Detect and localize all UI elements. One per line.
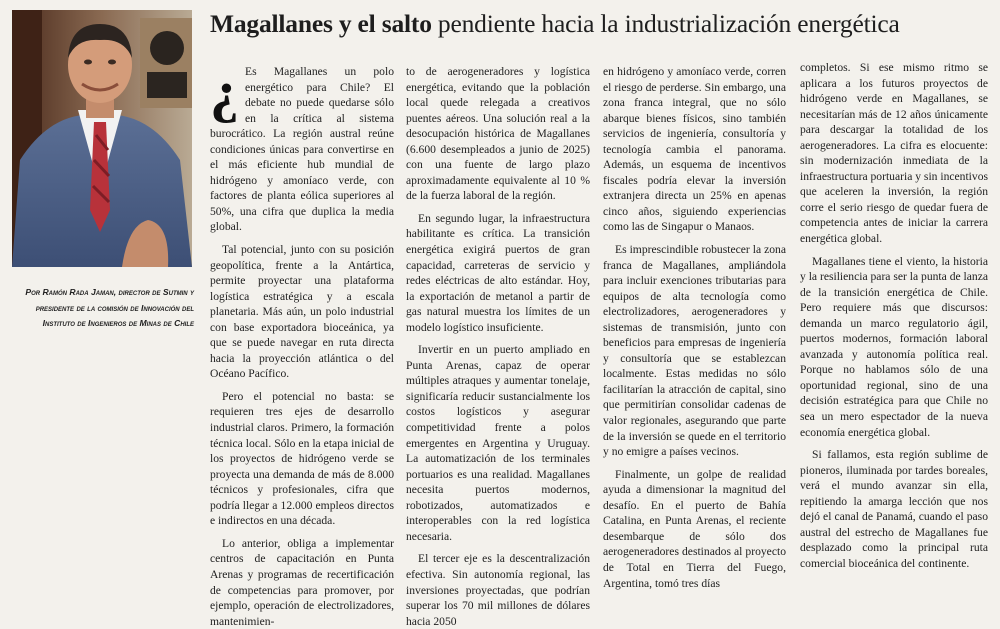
paragraph: Si fallamos, esta región sublime de pioneros, iluminada por tardes boreales, verá el mundo avanzar sin ella, repitiendo la amarga lección que nos dejó el canal de Panamá, cuando el paso austral del estrecho de Magallanes fue desplazado como la principal ruta comercial bioceánica del continente.	[800, 448, 988, 570]
headline-rest: pendiente hacia la industrialización energética	[431, 9, 900, 38]
paragraph: to de aerogeneradores y logística energética, evitando que la población local quede relegada a creativos puentes aéreos. Una solución real a la desocupación histórica de Magallanes (6.600 desempleados a junio de 2025) con una fuente de largo plazo aproximadamente equivalente al 10 % de la fuerza laboral de la región.	[406, 65, 590, 203]
byline-author: Por Ramón Rada Jaman,	[25, 287, 117, 297]
author-portrait-image	[12, 10, 192, 267]
article-column-1	[210, 59, 394, 628]
headline-bold: Magallanes y el salto	[210, 9, 432, 38]
paragraph-text: Es Magallanes un polo energético para Chile? El debate no puede quedarse sólo en la crítica al sistema burocrático. La región austral reúne condiciones únicas para convertirse en el más eficiente hub mundial de hidrógeno y amoníaco verde, con factores de planta eólica superiores al 50%, una cifra que duplica la media global.	[210, 65, 394, 234]
drop-cap: ¿	[210, 59, 239, 124]
article-column-3	[603, 64, 786, 612]
paragraph: El tercer eje es la descentralización efectiva. Sin autonomía regional, las inversiones proyectadas, que podrían superar los 70 mil millones de dólares hacia 2050	[406, 552, 590, 628]
paragraph: Pero el potencial no basta: se requieren tres ejes de desarrollo industrial claros. Primero, la formación técnica local. Sólo en la etapa inicial de los proyectos de hidrógeno verde se proyecta una demanda de más de 8.000 técnicos y profesionales, cifra que podría llegar a 12.000 empleos directos e indirectos en una década.	[210, 389, 394, 528]
paragraph: Finalmente, un golpe de realidad ayuda a dimensionar la magnitud del desafío. En el puerto de Bahía Catalina, en Punta Arenas, el reciente desembarque de sólo dos aerogeneradores destinados al proyecto de Total en Tierra del Fuego, Argentina, tomó tres días	[603, 467, 786, 590]
article-column-4	[800, 60, 988, 608]
paragraph: Tal potencial, junto con su posición geopolítica, frente a la Antártica, permite proyectar una plataforma logística estratégica y a escala planetaria. Más aún, un polo industrial con base exportadora bioceánica, ya que se puede navegar en ruta directa hacia la proyección atlántica o del Océano Pacífico.	[210, 243, 394, 381]
paragraph: Invertir en un puerto ampliado en Punta Arenas, capaz de operar múltiples atraques y aumentar tonelaje, significaría reducir sustancialmente los costos logísticos y asegurar competitividad frente a polos emergentes en Argentina y Uruguay. La automatización de los terminales portuarios es una realidad. Magallanes necesita puertos modernos, robotizados, automatizados e interoperables con la red logística necesaria.	[406, 343, 590, 543]
paragraph: Magallanes tiene el viento, la historia y la resiliencia para ser la punta de lanza de la transición energética de Chile. Pero requiere más que discursos: demanda un marco regulatorio ágil, puertos modernos, formación laboral avanzada y autonomía política real. Porque no hablamos sólo de una oportunidad regional, sino de una decisión estratégica para que Chile no sea un mero espectador de la nueva economía energética global.	[800, 254, 988, 439]
paragraph: en hidrógeno y amoníaco verde, corren el riesgo de perderse. Sin embargo, una zona franca integral, que no sólo abarque bienes físicos, sino también servicios de ingeniería, consultoría y tecnología cambia el panorama. Además, un esquema de incentivos fiscales podría elevar la inversión extranjera directa un 25% en apenas cinco años, siguiendo experiencias como las de Singapur o Manaos.	[603, 65, 786, 234]
author-photo	[12, 10, 192, 267]
article-headline	[210, 6, 995, 42]
paragraph: En segundo lugar, la infraestructura habilitante es crítica. La transición energética exigirá puertos de gran capacidad, carreteras de servicio y redes eléctricas de alto estándar. Hoy, la exportación de metanol a partir de gas natural muestra los límites de un modelo logístico insuficiente.	[406, 211, 590, 334]
paragraph	[210, 59, 394, 235]
paragraph: Es imprescindible robustecer la zona franca de Magallanes, ampliándola para incluir exenciones tributarias para equipos de alta tecnología como electrolizadores, aerogeneradores y sistemas de transmisión, junto con beneficios para empresas de ingeniería y consultoría que se establezcan localmente. Estas medidas no sólo facilitarían la atracción de capital, sino que permitirían consolidar cadenas de valor regionales, asegurando que parte de la inversión se quede en el territorio y no emigre a países vecinos.	[603, 243, 786, 459]
article-column-2	[406, 64, 590, 628]
paragraph: Lo anterior, obliga a implementar centros de capacitación en Punta Arenas y programas de recertificación de competencias para promover, por ejemplo, operación de electrolizadores, mantenimien-	[210, 536, 394, 628]
paragraph: completos. Si ese mismo ritmo se aplicara a los futuros proyectos de hidrógeno verde en Magallanes, se necesitarían más de 12 años únicamente para descargar la totalidad de los aerogeneradores. La cifra es elocuente: sin modernización inmediata de la infraestructura portuaria y sin incentivos que aceleren la inversión, la región corre el serio riesgo de quedar fuera de competencia antes de iniciar la carrera energética global.	[800, 61, 989, 246]
byline-role: director de Sutmin y presidente de la comisión de Innovación del Instituto de Ingenieros de Minas de Chile	[35, 287, 194, 329]
byline	[4, 285, 194, 332]
